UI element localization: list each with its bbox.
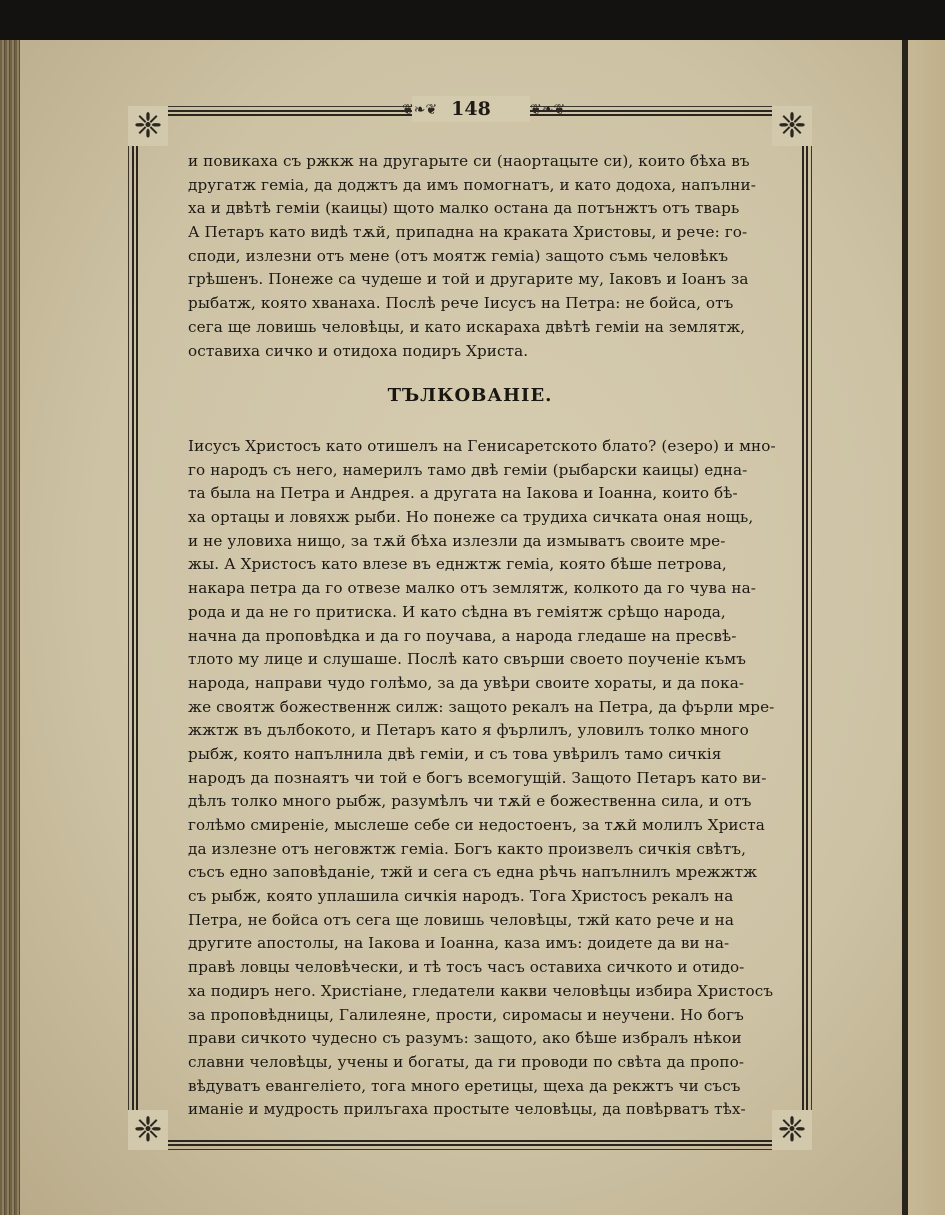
text-line: народа, направи чудо голѣмо, за да увѣри своите хораты, и да пока- xyxy=(188,673,745,692)
text-line: сега ще ловишь человѣцы, и като искараха двѣтѣ гемiи на землятж, xyxy=(188,317,746,336)
text-line: вѣдуватъ евангелiето, тога много еретицы, щеха да рекжтъ чи съсъ xyxy=(188,1076,741,1095)
text-line: съ рыбж, която уплашила сичкiя народъ. Тога Христосъ рекалъ на xyxy=(188,887,734,906)
text-line: та была на Петра и Андрея. а другата на Iакова и Iоанна, които бѣ- xyxy=(188,484,738,503)
text-line: и повикаха съ ржкж на другарыте си (наортацыте си), които бѣха въ xyxy=(188,152,750,170)
header-ornament-right-icon: ❦❧❦ xyxy=(530,102,566,118)
text-line: ха ортацы и ловяхж рыби. Но понеже са трудиха сичката оная нощь, xyxy=(188,508,754,527)
text-line: правѣ ловцы человѣчески, и тѣ тосъ часъ оставиха сичкото и отидо- xyxy=(188,958,745,977)
corner-ornament-icon: ❈ xyxy=(128,106,168,146)
page-number: 148 xyxy=(451,98,491,120)
section-heading: ТЪЛКОВАНIЕ. xyxy=(387,385,553,406)
corner-ornament-icon: ❈ xyxy=(128,1110,168,1150)
text-line: рыбж, която напълнила двѣ гемiи, и съ това увѣрилъ тамо сичкiя xyxy=(188,744,722,763)
text-line: ха подиръ него. Христiане, гледатели какви человѣцы избира Христосъ xyxy=(188,981,774,1000)
text-line: славни человѣцы, учены и богаты, да ги проводи по свѣта да пропо- xyxy=(188,1052,745,1071)
text-line: же своятж божественнж силж: защото рекалъ на Петра, да фърли мре- xyxy=(188,697,775,716)
corner-ornament-icon: ❈ xyxy=(772,1110,812,1150)
text-line: начна да проповѣдка и да го поучава, а народа гледаше на пресвѣ- xyxy=(188,626,737,645)
text-line: Петра, не бойса отъ сега ще ловишь человѣцы, тжй като рече и на xyxy=(188,910,735,929)
text-line: съсъ едно заповѣданiе, тжй и сега съ една рѣчь напълнилъ мрежжтж xyxy=(188,863,758,882)
commentary-paragraph xyxy=(188,435,788,1122)
text-line: споди, излезни отъ мене (отъ моятж гемiа) защото съмь человѣкъ xyxy=(188,246,729,265)
text-line: ха и двѣтѣ гемiи (каицы) щото малко остана да потънжтъ отъ тварь xyxy=(188,199,740,218)
text-line: накара петра да го отвезе малко отъ землятж, колкото да го чува на- xyxy=(188,579,757,598)
text-line: и не уловиха нищо, за тѫй бѣха излезли да измыватъ своите мре- xyxy=(188,531,726,550)
text-line: голѣмо смиренiе, мыслеше себе си недостоенъ, за тѫй молилъ Христа xyxy=(188,816,765,834)
text-line: го народъ съ него, намерилъ тамо двѣ гемiи (рыбарски каицы) една- xyxy=(188,460,748,479)
facing-page-edge xyxy=(902,40,945,1215)
text-line: народъ да познаятъ чи той е богъ всемогущiй. Защото Петаръ като ви- xyxy=(188,768,767,787)
text-line: рода и да не го притиска. И като сѣдна въ гемiятж срѣщо народа, xyxy=(188,602,726,621)
text-line: дѣлъ толко много рыбж, разумѣлъ чи тѫй е божественна сила, и отъ xyxy=(188,792,752,811)
text-line: другатж гемiа, да доджтъ да имъ помогнатъ, и като додоха, напълни- xyxy=(188,175,756,194)
scan-background-top xyxy=(0,0,945,42)
text-line: грѣшенъ. Понеже са чудеше и той и другарите му, Iаковъ и Iоанъ за xyxy=(188,270,749,289)
text-line: прави сичкото чудесно съ разумъ: защото, ако бѣше избралъ нѣкои xyxy=(188,1029,742,1048)
corner-ornament-icon: ❈ xyxy=(772,106,812,146)
text-line: иманiе и мудрость прилъгаха простыте человѣцы, да повѣрватъ тѣх- xyxy=(188,1100,746,1119)
text-line: за проповѣдницы, Галилеяне, прости, сиромасы и неучени. Но богъ xyxy=(188,1005,744,1024)
gospel-paragraph xyxy=(188,150,788,363)
text-line: да излезне отъ неговжтж гемiа. Богъ както произвелъ сичкiя свѣтъ, xyxy=(188,839,747,858)
text-line: другите апостолы, на Iакова и Iоанна, каза имъ: доидете да ви на- xyxy=(188,934,730,953)
text-line: тлото му лице и слушаше. Послѣ като свърши своето поученiе къмъ xyxy=(188,650,746,669)
header-ornament-left-icon: ❦❧❦ xyxy=(402,102,438,118)
text-line: рыбатж, която хванаха. Послѣ рече Iисусъ на Петра: не бойса, отъ xyxy=(188,294,734,313)
text-line: оставиха сичко и отидоха подиръ Христа. xyxy=(188,341,529,360)
text-line: Iисусъ Христосъ като отишелъ на Генисаретското блато? (езеро) и мно- xyxy=(188,437,776,455)
text-line: А Петаръ като видѣ тѫй, припадна на краката Христовы, и рече: го- xyxy=(188,223,748,242)
book-page xyxy=(20,40,902,1215)
text-line: жжтж въ дълбокото, и Петаръ като я фърлилъ, уловилъ толко много xyxy=(188,721,749,740)
text-line: жы. А Христосъ като влезе въ еднжтж гемiа, която бѣше петрова, xyxy=(188,555,727,574)
